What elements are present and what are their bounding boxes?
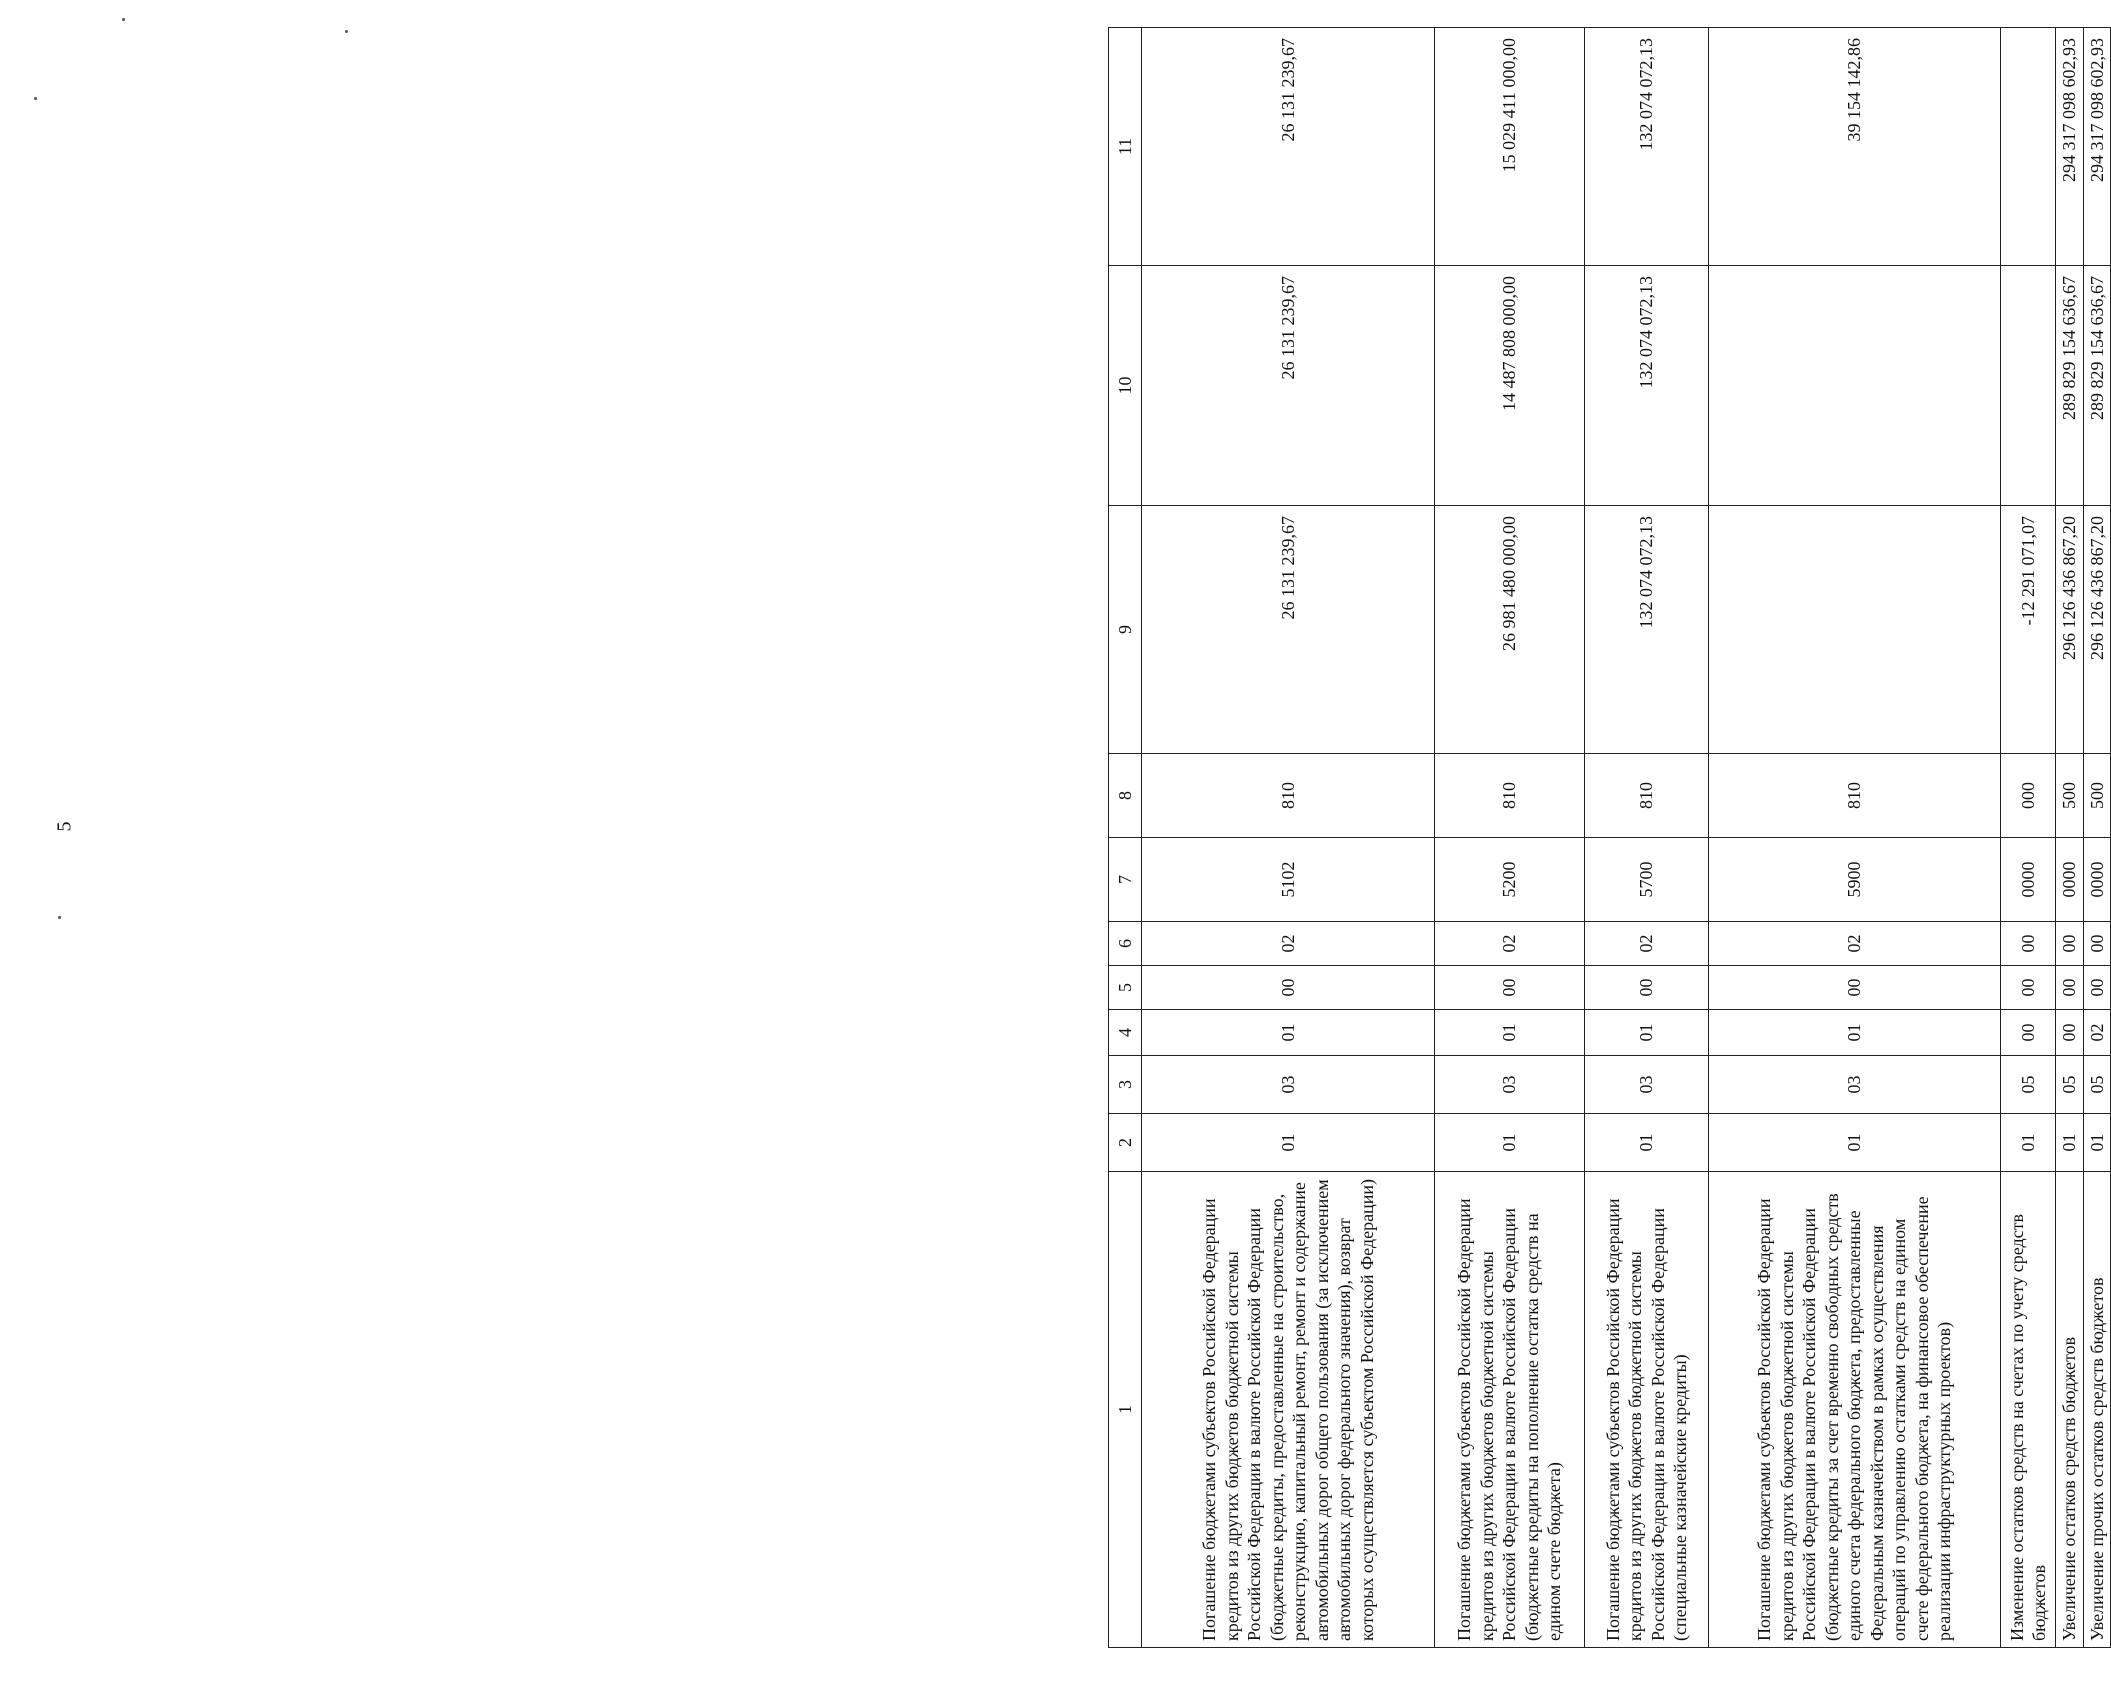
amount-cell: 132 074 072,13 [1585,28,1709,266]
header-cell: 9 [1109,506,1142,754]
amount-cell [2001,28,2056,266]
code-cell: 5700 [1585,838,1709,922]
table-row [2083,28,2111,1648]
code-cell: 00 [2056,966,2084,1010]
amount-cell: 132 074 072,13 [1585,266,1709,506]
amount-cell: 289 829 154 636,67 [2083,266,2111,506]
header-cell: 7 [1109,838,1142,922]
code-cell: 500 [2056,754,2084,838]
header-row [1109,28,1142,1648]
row-description: Увеличение остатков средств бюджетов [2056,1172,2084,1648]
code-cell: 05 [2056,1056,2084,1114]
amount-cell: 15 029 411 000,00 [1435,28,1585,266]
amount-cell: 26 981 480 000,00 [1435,506,1585,754]
code-cell: 00 [2056,1010,2084,1056]
amount-cell: 296 126 436 867,20 [2083,506,2111,754]
rotated-table-container [1108,28,2108,1648]
code-cell: 00 [2001,966,2056,1010]
amount-cell: 14 487 808 000,00 [1435,266,1585,506]
table-row [2056,28,2084,1648]
header-cell: 8 [1109,754,1142,838]
row-description: Погашение бюджетами субъектов Российской Федерации кредитов из других бюджетов бюджетной системы Российской Федерации в валюте Российской Федерации (бюджетные кредиты на пополнение остатка средств на едином счете бюджета) [1435,1172,1585,1648]
amount-cell [1709,266,2001,506]
amount-cell: 26 131 239,67 [1142,506,1435,754]
header-cell: 2 [1109,1114,1142,1172]
header-cell: 11 [1109,28,1142,266]
amount-cell: 26 131 239,67 [1142,28,1435,266]
table-row [1435,28,1585,1648]
code-cell: 00 [1709,966,2001,1010]
code-cell: 5900 [1709,838,2001,922]
code-cell: 810 [1142,754,1435,838]
code-cell: 03 [1709,1056,2001,1114]
code-cell: 01 [1709,1010,2001,1056]
code-cell: 02 [1709,922,2001,966]
code-cell: 00 [1435,966,1585,1010]
code-cell: 5102 [1142,838,1435,922]
code-cell: 01 [2056,1114,2084,1172]
code-cell: 03 [1585,1056,1709,1114]
table-row [2001,28,2056,1648]
code-cell: 01 [1585,1010,1709,1056]
code-cell: 05 [2001,1056,2056,1114]
code-cell: 01 [1709,1114,2001,1172]
code-cell: 00 [2083,922,2111,966]
code-cell: 5200 [1435,838,1585,922]
code-cell: 00 [2083,966,2111,1010]
header-cell: 4 [1109,1010,1142,1056]
table-row [1709,28,2001,1648]
table-row [1142,28,1435,1648]
scan-speck [122,18,125,21]
page-number: 5 [53,821,76,832]
code-cell: 03 [1142,1056,1435,1114]
code-cell: 01 [1435,1010,1585,1056]
code-cell: 810 [1435,754,1585,838]
row-description: Погашение бюджетами субъектов Российской Федерации кредитов из других бюджетов бюджетной системы Российской Федерации в валюте Российской Федерации (бюджетные кредиты за счет временно свободных средств единого счета федерального бюджета, предоставленные Федеральным казначейством в рамках осуществления операций по управлению остатками средств на едином счете федерального бюджета, на финансовое обеспечение реализации инфраструктурных проектов) [1709,1172,2001,1648]
amount-cell: 26 131 239,67 [1142,266,1435,506]
code-cell: 0000 [2083,838,2111,922]
code-cell: 00 [1585,966,1709,1010]
amount-cell: 294 317 098 602,93 [2056,28,2084,266]
amount-cell [1709,506,2001,754]
code-cell: 00 [2056,922,2084,966]
code-cell: 01 [1142,1114,1435,1172]
code-cell: 0000 [2056,838,2084,922]
header-cell: 3 [1109,1056,1142,1114]
amount-cell: 296 126 436 867,20 [2056,506,2084,754]
code-cell: 500 [2083,754,2111,838]
code-cell: 810 [1585,754,1709,838]
amount-cell: 294 317 098 602,93 [2083,28,2111,266]
amount-cell: -12 291 071,07 [2001,506,2056,754]
header-cell: 6 [1109,922,1142,966]
amount-cell [2001,266,2056,506]
amount-cell: 289 829 154 636,67 [2056,266,2084,506]
code-cell: 01 [1435,1114,1585,1172]
scan-speck [34,97,37,100]
code-cell: 01 [2083,1114,2111,1172]
code-cell: 02 [1585,922,1709,966]
code-cell: 00 [2001,922,2056,966]
header-cell: 10 [1109,266,1142,506]
row-description: Погашение бюджетами субъектов Российской Федерации кредитов из других бюджетов бюджетной системы Российской Федерации в валюте Российской Федерации (бюджетные кредиты, предоставленные на строительство, реконструкцию, капитальный ремонт, ремонт и содержание автомобильных дорог общего пользования (за исключением автомобильных дорог федерального значения), возврат которых осуществляется субъектом Российской Федерации) [1142,1172,1435,1648]
amount-cell: 132 074 072,13 [1585,506,1709,754]
code-cell: 03 [1435,1056,1585,1114]
code-cell: 000 [2001,754,2056,838]
table-row [1585,28,1709,1648]
code-cell: 02 [2083,1010,2111,1056]
row-description: Увеличение прочих остатков средств бюджетов [2083,1172,2111,1648]
code-cell: 810 [1709,754,2001,838]
row-description: Погашение бюджетами субъектов Российской Федерации кредитов из других бюджетов бюджетной системы Российской Федерации в валюте Российской Федерации (специальные казначейские кредиты) [1585,1172,1709,1648]
code-cell: 05 [2083,1056,2111,1114]
header-cell: 1 [1109,1172,1142,1648]
code-cell: 02 [1142,922,1435,966]
scan-speck [345,30,348,33]
code-cell: 01 [1142,1010,1435,1056]
code-cell: 02 [1435,922,1585,966]
code-cell: 00 [2001,1010,2056,1056]
code-cell: 0000 [2001,838,2056,922]
header-cell: 5 [1109,966,1142,1010]
code-cell: 01 [1585,1114,1709,1172]
budget-sources-table [1108,27,2111,1648]
row-description: Изменение остатков средств на счетах по учету средств бюджетов [2001,1172,2056,1648]
amount-cell: 39 154 142,86 [1709,28,2001,266]
code-cell: 01 [2001,1114,2056,1172]
scan-speck [58,916,61,919]
code-cell: 00 [1142,966,1435,1010]
